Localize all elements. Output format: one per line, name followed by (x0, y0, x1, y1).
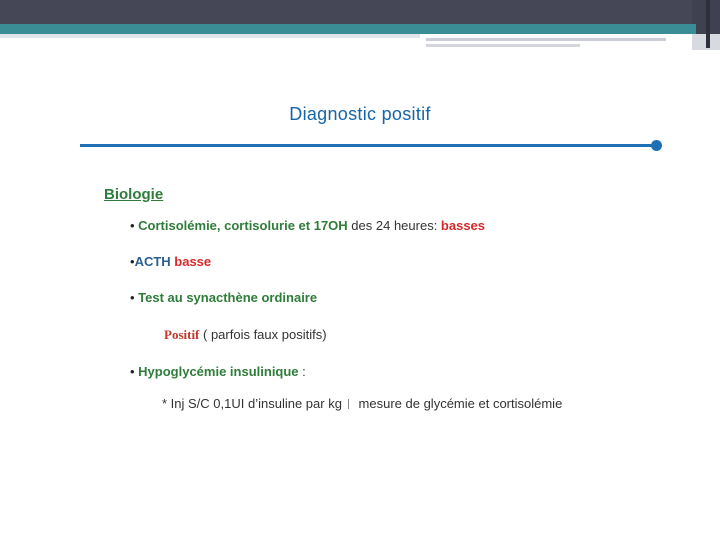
item-bold-text: ACTH (134, 254, 171, 269)
header-band (0, 0, 720, 24)
plus-glyph-icon (348, 399, 349, 409)
item-text: des 24 heures: (347, 218, 441, 233)
item-bold-text: Test au synacthène ordinaire (138, 290, 318, 305)
bullet: • (130, 364, 139, 379)
title-underline (80, 144, 652, 147)
bullet-item-1 (130, 218, 485, 233)
protocol-injection: * Inj S/C 0,1UI d’insuline par kg (162, 396, 342, 411)
title-underline-dot (651, 140, 662, 151)
decorative-line (0, 34, 420, 38)
bullet: • (130, 290, 139, 305)
item-bold-text: Cortisolémie, cortisolurie et 17OH (138, 218, 348, 233)
bullet: • (130, 254, 135, 269)
decorative-line (426, 38, 666, 41)
item-result: basse (170, 254, 212, 269)
decorative-line (426, 44, 580, 47)
bullet: • (130, 218, 139, 233)
bullet-item-3 (130, 290, 317, 305)
test-result-line (164, 327, 327, 343)
header-accent-strip (0, 24, 696, 34)
result-note: ( parfois faux positifs) (199, 327, 327, 342)
protocol-measurement: mesure de glycémie et cortisolémie (354, 396, 563, 411)
item-bold-text: Hypoglycémie insulinique (138, 364, 299, 379)
bullet-item-2 (130, 254, 211, 269)
result-label: Positif (164, 327, 200, 342)
section-heading: Biologie (104, 186, 164, 203)
slide-title: Diagnostic positif (289, 104, 431, 124)
item-result: basses (440, 218, 486, 233)
bullet-item-4 (130, 364, 306, 379)
protocol-detail-line (162, 396, 562, 411)
decorative-block (706, 0, 710, 48)
item-text: : (298, 364, 306, 379)
